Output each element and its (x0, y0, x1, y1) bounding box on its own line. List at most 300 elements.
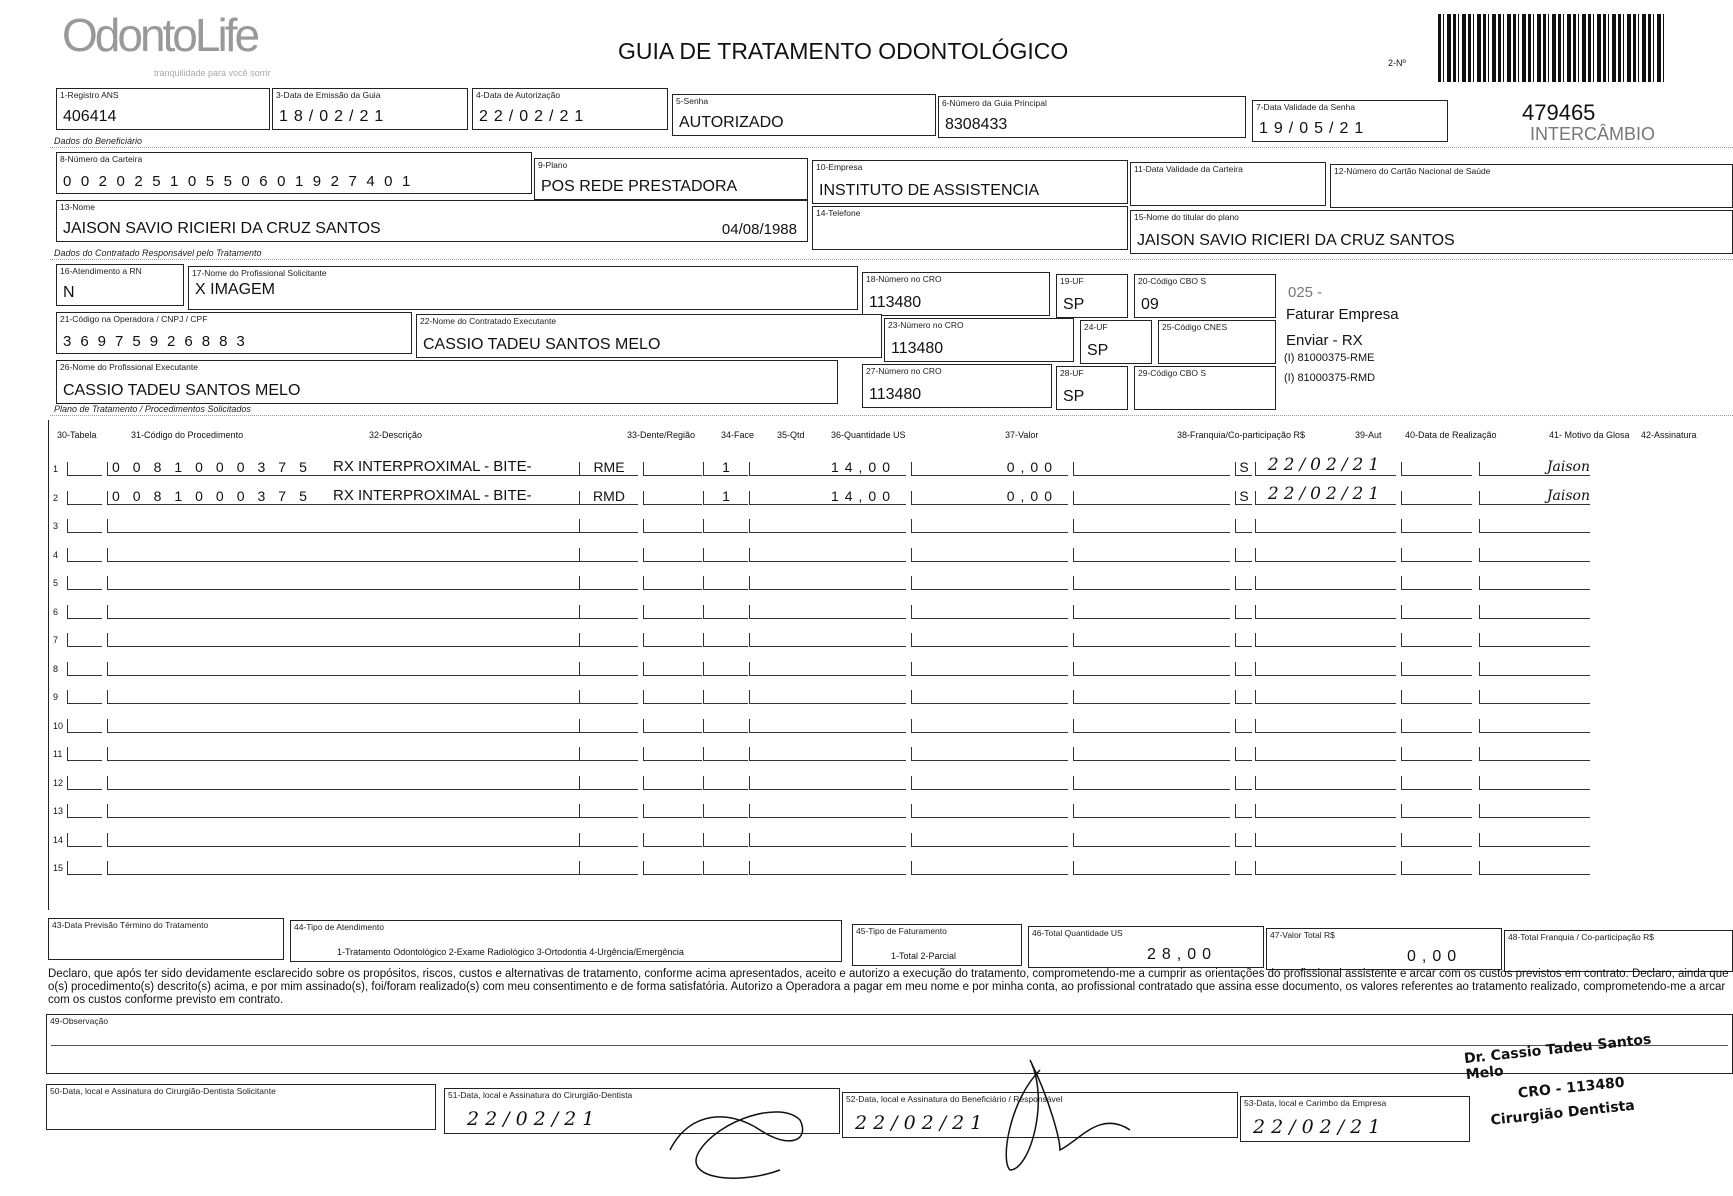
cell-code[interactable] (107, 804, 358, 818)
cell-tab[interactable] (67, 804, 102, 818)
prof-exec-field[interactable] (56, 360, 838, 404)
table-row (49, 707, 1733, 735)
field-label: 14-Telefone (816, 208, 861, 218)
cell-desc[interactable] (333, 833, 583, 847)
cell-glosa[interactable] (1401, 747, 1472, 761)
field-value: N (63, 284, 75, 301)
cell-valor[interactable] (911, 690, 1068, 704)
cell-glosa[interactable] (1401, 861, 1472, 875)
procedures-table (48, 420, 1733, 910)
col-header: 37-Valor (1005, 430, 1039, 440)
field-value: 36975926883 (63, 333, 254, 350)
cell-tab[interactable] (67, 519, 102, 533)
cell-data[interactable] (1255, 719, 1396, 733)
field-value: SP (1063, 296, 1085, 313)
cell-data[interactable] (1255, 747, 1396, 761)
cell-face[interactable] (643, 576, 702, 590)
cell-desc[interactable] (333, 776, 583, 790)
cell-data[interactable] (1255, 633, 1396, 647)
row-number: 7 (53, 635, 59, 645)
cell-data[interactable] (1255, 690, 1396, 704)
cell-qtd[interactable] (703, 576, 748, 590)
telefone-field[interactable] (812, 206, 1128, 250)
cell-tab[interactable] (67, 491, 102, 505)
cell-glosa[interactable] (1401, 776, 1472, 790)
contratado-exec-field[interactable] (416, 314, 882, 358)
cell-tab[interactable] (67, 690, 102, 704)
cell-code[interactable] (107, 548, 358, 562)
cell-desc[interactable] (333, 719, 583, 733)
table-row (49, 650, 1733, 678)
cell-glosa[interactable] (1401, 605, 1472, 619)
senha-field[interactable] (672, 94, 936, 136)
cell-sig[interactable] (1479, 776, 1590, 790)
cell-dente[interactable] (579, 633, 638, 647)
cell-data[interactable] (1255, 519, 1396, 533)
cell-qtd[interactable] (703, 747, 748, 761)
cell-desc[interactable] (333, 519, 583, 533)
field-value: SP (1063, 388, 1085, 405)
cell-franq[interactable] (1073, 576, 1230, 590)
cell-code[interactable] (107, 662, 358, 676)
cell-dente[interactable] (579, 459, 638, 476)
cell-us[interactable] (749, 519, 906, 533)
cro23-field[interactable] (884, 318, 1074, 362)
cell-franq[interactable] (1073, 633, 1230, 647)
cell-valor[interactable] (911, 719, 1068, 733)
col-header: 39-Aut (1355, 430, 1382, 440)
cell-valor[interactable] (911, 548, 1068, 562)
cell-tab[interactable] (67, 776, 102, 790)
cell-us[interactable] (749, 605, 906, 619)
row-number: 11 (53, 749, 63, 759)
cell-qtd[interactable] (703, 548, 748, 562)
registro-ans-field[interactable] (56, 88, 270, 130)
cell-face[interactable] (643, 605, 702, 619)
cell-glosa[interactable] (1401, 576, 1472, 590)
cell-desc[interactable] (333, 747, 583, 761)
row-number: 14 (53, 834, 64, 845)
tipo-faturamento-field[interactable] (852, 924, 1022, 966)
cell-qtd[interactable] (703, 662, 748, 676)
cell-tab[interactable] (67, 605, 102, 619)
field-value: 113480 (869, 386, 922, 403)
cell-data[interactable] (1255, 455, 1396, 476)
cell-franq[interactable] (1073, 662, 1230, 676)
cell-qtd[interactable] (703, 719, 748, 733)
cell-desc[interactable] (333, 633, 583, 647)
cell-qtd[interactable] (703, 690, 748, 704)
cell-sig[interactable] (1479, 804, 1590, 818)
cell-glosa[interactable] (1401, 804, 1472, 818)
uf19-field[interactable] (1056, 274, 1128, 318)
cell-aut[interactable] (1235, 861, 1252, 875)
row-number: 13 (53, 806, 64, 816)
table-row (49, 479, 1733, 507)
field-label: 26-Nome do Profissional Executante (60, 362, 198, 372)
cell-valor[interactable] (911, 861, 1068, 875)
cell-glosa[interactable] (1401, 519, 1472, 533)
cell-dente[interactable] (579, 776, 638, 790)
cell-face[interactable] (643, 833, 702, 847)
field-label: 17-Nome do Profissional Solicitante (192, 268, 327, 278)
logo (62, 8, 302, 78)
cell-aut[interactable] (1235, 776, 1252, 790)
cell-tab[interactable] (67, 719, 102, 733)
cell-dente[interactable] (579, 605, 638, 619)
titular-field[interactable] (1130, 210, 1733, 254)
cell-aut[interactable] (1235, 804, 1252, 818)
beneficiary-signature (990, 1040, 1150, 1180)
cell-dente[interactable] (579, 548, 638, 562)
field-label: 46-Total Quantidade US (1032, 928, 1123, 938)
cell-code[interactable] (107, 605, 358, 619)
field-value: 113480 (891, 340, 944, 357)
field-value: CASSIO TADEU SANTOS MELO (63, 382, 301, 399)
stamp-line-2: CRO - 113480 (1517, 1074, 1626, 1102)
cell-qtd[interactable] (703, 804, 748, 818)
cell-valor-value: 0,00 (1006, 459, 1058, 475)
cell-sig[interactable] (1479, 662, 1590, 676)
cell-code[interactable] (107, 719, 358, 733)
cell-us[interactable] (749, 833, 906, 847)
field-label: 24-UF (1084, 322, 1108, 332)
cell-glosa[interactable] (1401, 719, 1472, 733)
cell-face[interactable] (643, 633, 702, 647)
side-note-1: 025 - (1288, 284, 1323, 301)
cell-glosa[interactable] (1401, 548, 1472, 562)
cell-desc[interactable] (333, 690, 583, 704)
cell-data[interactable] (1255, 662, 1396, 676)
cell-franq[interactable] (1073, 690, 1230, 704)
cell-face[interactable] (643, 861, 702, 875)
cell-franq[interactable] (1073, 491, 1230, 505)
empresa-field[interactable] (812, 160, 1128, 204)
guide-number-label: 2-Nº (1388, 58, 1406, 68)
cell-qtd[interactable] (703, 519, 748, 533)
nome-field[interactable] (56, 200, 808, 242)
cell-dente[interactable] (579, 719, 638, 733)
cell-tab[interactable] (67, 747, 102, 761)
field-label: 45-Tipo de Faturamento (856, 926, 947, 936)
cell-face[interactable] (643, 747, 702, 761)
table-row (49, 621, 1733, 649)
cell-dente[interactable] (579, 804, 638, 818)
cell-desc[interactable] (333, 804, 583, 818)
cell-us[interactable] (749, 548, 906, 562)
cell-data[interactable] (1255, 833, 1396, 847)
cell-sig[interactable] (1479, 519, 1590, 533)
guide-number: 479465 (1522, 100, 1596, 125)
cell-desc[interactable] (333, 861, 583, 875)
cell-tab[interactable] (67, 462, 102, 476)
cell-desc[interactable] (333, 576, 583, 590)
cell-qtd[interactable] (703, 861, 748, 875)
field-value: 09 (1141, 296, 1159, 313)
uf24-field[interactable] (1080, 320, 1152, 364)
cell-franq[interactable] (1073, 719, 1230, 733)
cell-valor[interactable] (911, 776, 1068, 790)
cell-sig[interactable] (1479, 747, 1590, 761)
cell-face[interactable] (643, 804, 702, 818)
cell-code[interactable] (107, 459, 358, 476)
cell-us[interactable] (749, 633, 906, 647)
col-header: 33-Dente/Região (627, 430, 696, 440)
cell-dente-value: RMD (593, 487, 625, 504)
cell-franq[interactable] (1073, 747, 1230, 761)
cell-face[interactable] (643, 548, 702, 562)
cell-aut[interactable] (1235, 487, 1252, 505)
cell-desc[interactable] (333, 662, 583, 676)
row-number: 8 (53, 663, 59, 674)
cell-sig[interactable] (1479, 861, 1590, 875)
cell-desc-value: RX INTERPROXIMAL - BITE- (333, 458, 532, 475)
cell-us[interactable] (749, 776, 906, 790)
cell-aut[interactable] (1235, 459, 1252, 476)
field-label: 12-Número do Cartão Nacional de Saúde (1334, 166, 1491, 176)
cell-aut[interactable] (1235, 605, 1252, 619)
cell-dente[interactable] (579, 576, 638, 590)
cell-us[interactable] (749, 747, 906, 761)
col-header: 32-Descrição (369, 430, 423, 440)
intercambio-label: INTERCÂMBIO (1530, 124, 1656, 144)
row-number: 12 (53, 777, 64, 788)
cell-valor[interactable] (911, 662, 1068, 676)
cell-code[interactable] (107, 861, 358, 875)
col-header: 35-Qtd (777, 430, 805, 440)
data-autorizacao-field[interactable] (472, 88, 668, 130)
side-note-5: (I) 81000375-RMD (1284, 372, 1376, 384)
cro27-field[interactable] (862, 364, 1052, 408)
cell-franq[interactable] (1073, 776, 1230, 790)
row-number: 1 (53, 464, 59, 474)
col-header: 42-Assinatura (1641, 430, 1697, 440)
cell-code[interactable] (107, 833, 358, 847)
cell-valor[interactable] (911, 459, 1068, 476)
cell-face[interactable] (643, 519, 702, 533)
codigo-operadora-field[interactable] (56, 312, 412, 354)
cell-us[interactable] (749, 459, 906, 476)
cell-data[interactable] (1255, 483, 1396, 505)
valor-total-field[interactable] (1266, 928, 1502, 970)
cell-us[interactable] (749, 804, 906, 818)
cell-tab[interactable] (67, 833, 102, 847)
uf28-field[interactable] (1056, 366, 1128, 410)
cell-tab[interactable] (67, 662, 102, 676)
cell-aut[interactable] (1235, 576, 1252, 590)
tipo-atendimento-field[interactable] (290, 920, 842, 962)
cell-dente[interactable] (579, 519, 638, 533)
cns-field[interactable] (1330, 164, 1733, 208)
cell-valor[interactable] (911, 576, 1068, 590)
cell-valor[interactable] (911, 633, 1068, 647)
cell-sig[interactable] (1479, 690, 1590, 704)
col-header: 41- Motivo da Glosa (1549, 430, 1630, 440)
cell-aut[interactable] (1235, 690, 1252, 704)
cbo20-field[interactable] (1134, 274, 1276, 318)
guia-principal-field[interactable] (938, 96, 1246, 138)
cell-us[interactable] (749, 690, 906, 704)
cell-face[interactable] (643, 462, 702, 476)
field-label: 13-Nome (60, 202, 95, 212)
sig53-field[interactable] (1240, 1096, 1470, 1142)
cell-tab[interactable] (67, 861, 102, 875)
col-header: 36-Quantidade US (831, 430, 906, 440)
field-value: 22/02/21 (1253, 1116, 1387, 1138)
previsao-field[interactable] (48, 918, 284, 960)
cell-sig[interactable] (1479, 633, 1590, 647)
table-row (49, 564, 1733, 592)
cell-data-value: 22/02/21 (1267, 455, 1385, 475)
field-label: 52-Data, local e Assinatura do Beneficiário / Responsável (846, 1094, 1063, 1104)
field-label: 3-Data de Emissão da Guia (276, 90, 381, 100)
cell-code[interactable] (107, 690, 358, 704)
section-divider (50, 259, 1733, 260)
row-number: 6 (53, 606, 59, 617)
field-label: 18-Número no CRO (866, 274, 942, 284)
cell-glosa[interactable] (1401, 491, 1472, 505)
field-label: 11-Data Validade da Carteira (1134, 164, 1243, 174)
cell-aut[interactable] (1235, 747, 1252, 761)
cell-qtd[interactable] (703, 459, 748, 476)
cell-sig[interactable] (1479, 605, 1590, 619)
cell-us[interactable] (749, 487, 906, 505)
cell-aut[interactable] (1235, 719, 1252, 733)
page-title: GUIA DE TRATAMENTO ODONTOLÓGICO (618, 38, 1069, 64)
plano-field[interactable] (534, 158, 808, 200)
cell-qtd[interactable] (703, 633, 748, 647)
cell-valor[interactable] (911, 747, 1068, 761)
cell-desc[interactable] (333, 605, 583, 619)
data-emissao-field[interactable] (272, 88, 468, 130)
cell-tab[interactable] (67, 548, 102, 562)
validade-senha-field[interactable] (1252, 100, 1448, 142)
field-label: 15-Nome do titular do plano (1134, 212, 1239, 222)
cell-dente[interactable] (579, 747, 638, 761)
cell-code[interactable] (107, 519, 358, 533)
cell-aut[interactable] (1235, 633, 1252, 647)
cell-valor[interactable] (911, 833, 1068, 847)
field-value: CASSIO TADEU SANTOS MELO (423, 336, 661, 353)
cell-aut[interactable] (1235, 548, 1252, 562)
field-label: 44-Tipo de Atendimento (294, 922, 384, 932)
cell-qtd[interactable] (703, 605, 748, 619)
cell-data[interactable] (1255, 776, 1396, 790)
cell-aut[interactable] (1235, 662, 1252, 676)
dentist-signature (660, 1090, 820, 1190)
cell-franq[interactable] (1073, 462, 1230, 476)
cell-franq[interactable] (1073, 833, 1230, 847)
cell-glosa[interactable] (1401, 690, 1472, 704)
prof-solicitante-field[interactable] (188, 266, 858, 310)
row-number: 5 (53, 578, 59, 588)
cell-qtd[interactable] (703, 487, 748, 505)
total-franquia-field[interactable] (1504, 930, 1733, 972)
cell-us[interactable] (749, 576, 906, 590)
cell-data[interactable] (1255, 605, 1396, 619)
cell-tab[interactable] (67, 633, 102, 647)
cell-code[interactable] (107, 747, 358, 761)
cell-aut[interactable] (1235, 833, 1252, 847)
cell-aut[interactable] (1235, 519, 1252, 533)
cell-face[interactable] (643, 662, 702, 676)
cell-data[interactable] (1255, 548, 1396, 562)
cell-glosa[interactable] (1401, 662, 1472, 676)
cell-sig[interactable] (1479, 833, 1590, 847)
cell-franq[interactable] (1073, 548, 1230, 562)
cro18-field[interactable] (862, 272, 1050, 316)
cell-franq[interactable] (1073, 804, 1230, 818)
cell-valor[interactable] (911, 804, 1068, 818)
cell-us[interactable] (749, 861, 906, 875)
field-value: JAISON SAVIO RICIERI DA CRUZ SANTOS (1137, 232, 1455, 249)
cell-code[interactable] (107, 576, 358, 590)
cell-desc[interactable] (333, 486, 583, 505)
table-row (49, 536, 1733, 564)
cell-dente[interactable] (579, 833, 638, 847)
cell-franq[interactable] (1073, 605, 1230, 619)
cell-data[interactable] (1255, 576, 1396, 590)
cell-data[interactable] (1255, 861, 1396, 875)
cell-sig[interactable] (1479, 487, 1590, 505)
cell-sig[interactable] (1479, 459, 1590, 476)
cell-code[interactable] (107, 633, 358, 647)
cell-face[interactable] (643, 776, 702, 790)
cell-face[interactable] (643, 491, 702, 505)
cell-dente[interactable] (579, 861, 638, 875)
cell-dente[interactable] (579, 690, 638, 704)
cell-dente[interactable] (579, 487, 638, 505)
cell-tab[interactable] (67, 576, 102, 590)
cell-qtd[interactable] (703, 776, 748, 790)
atendimento-rn-field[interactable] (56, 264, 184, 306)
total-us-field[interactable] (1028, 926, 1264, 968)
cell-sig[interactable] (1479, 576, 1590, 590)
table-header (49, 430, 1733, 444)
cell-sig[interactable] (1479, 548, 1590, 562)
cell-glosa[interactable] (1401, 833, 1472, 847)
observacao-line (51, 1045, 1728, 1046)
cell-sig[interactable] (1479, 719, 1590, 733)
cell-code[interactable] (107, 776, 358, 790)
cell-qtd[interactable] (703, 833, 748, 847)
cell-glosa[interactable] (1401, 633, 1472, 647)
cell-valor[interactable] (911, 519, 1068, 533)
cell-valor[interactable] (911, 605, 1068, 619)
field-value: 18/02/21 (279, 108, 390, 125)
cell-valor[interactable] (911, 487, 1068, 505)
cell-data[interactable] (1255, 804, 1396, 818)
field-label: 8-Número da Carteira (60, 154, 143, 164)
cell-desc[interactable] (333, 458, 583, 476)
cell-code[interactable] (107, 487, 358, 505)
cell-dente[interactable] (579, 662, 638, 676)
cell-face[interactable] (643, 719, 702, 733)
cell-franq[interactable] (1073, 519, 1230, 533)
cell-us-value: 14,00 (830, 459, 896, 475)
carteira-field[interactable] (56, 152, 532, 194)
cell-us[interactable] (749, 719, 906, 733)
cell-us[interactable] (749, 662, 906, 676)
validade-carteira-field[interactable] (1130, 162, 1326, 206)
cbo29-field[interactable] (1134, 366, 1276, 410)
cell-franq[interactable] (1073, 861, 1230, 875)
cell-desc[interactable] (333, 548, 583, 562)
cell-face[interactable] (643, 690, 702, 704)
sig50-field[interactable] (46, 1084, 436, 1130)
cnes-field[interactable] (1158, 320, 1276, 364)
cell-glosa[interactable] (1401, 462, 1472, 476)
